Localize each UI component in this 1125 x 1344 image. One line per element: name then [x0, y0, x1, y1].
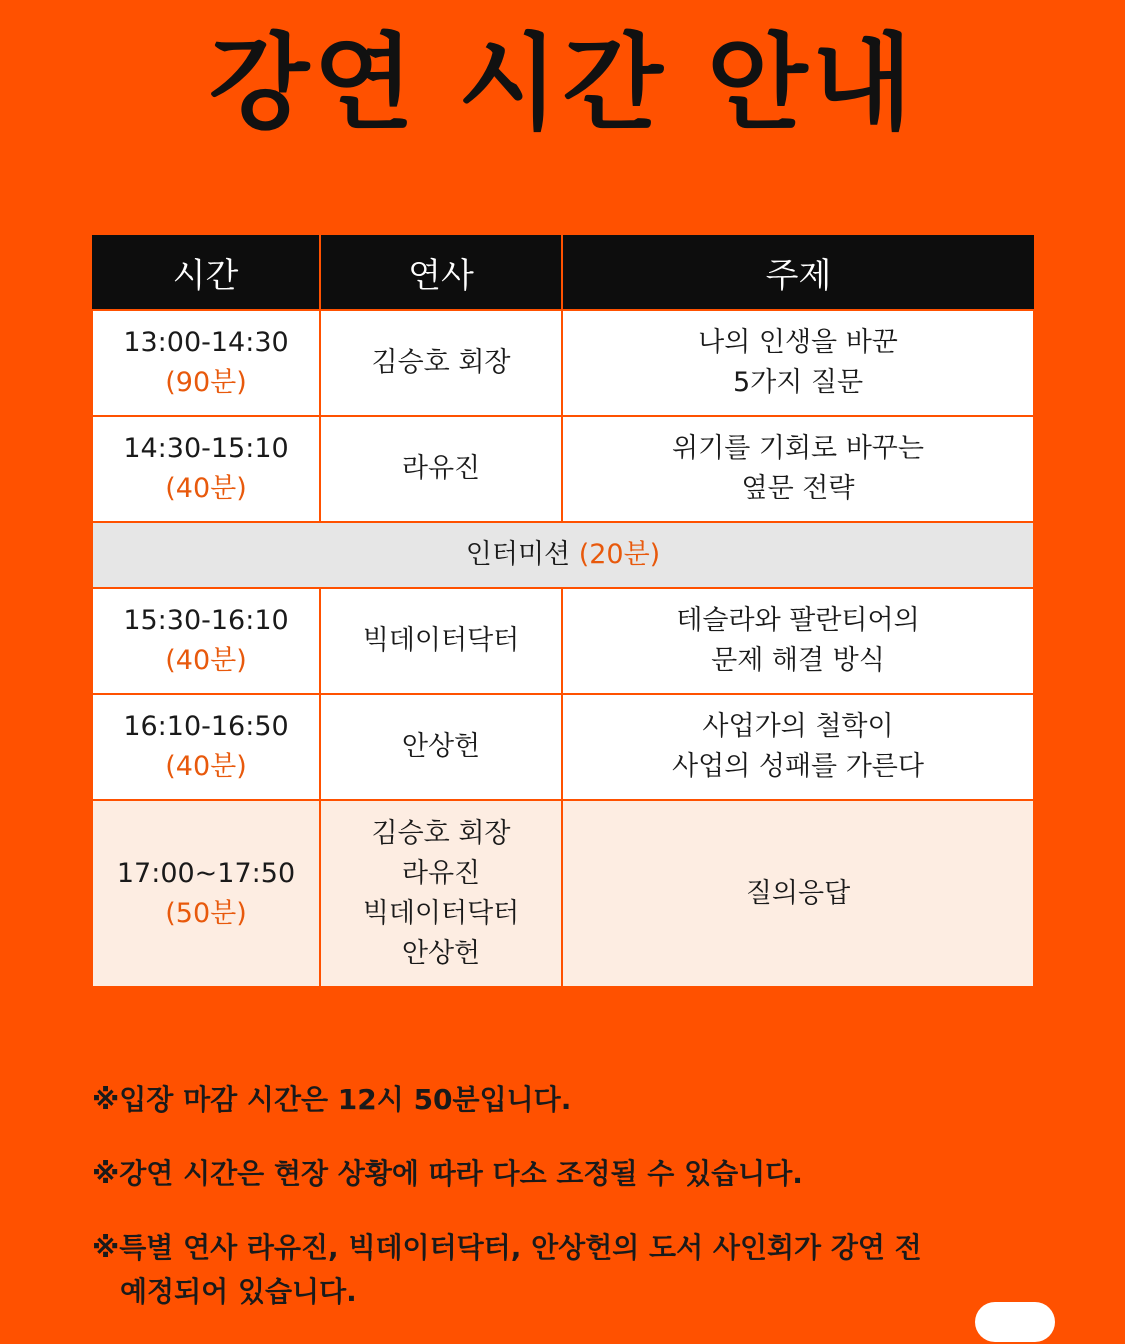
- header-time: 시간: [92, 235, 320, 310]
- time-range: 13:00-14:30: [123, 327, 289, 358]
- topic-line: 문제 해결 방식: [711, 645, 885, 676]
- duration: (40분): [165, 645, 247, 676]
- speaker-name: 라유진: [401, 453, 481, 484]
- topic-line: 나의 인생을 바꾼: [698, 327, 898, 358]
- table-row: [92, 588, 1034, 694]
- speaker-name: 안상헌: [401, 937, 481, 969]
- topic-cell: [562, 694, 1034, 800]
- speaker-cell: [320, 588, 562, 694]
- note-continuation: 예정되어 있습니다.: [120, 1275, 357, 1308]
- speaker-name: 빅데이터닥터: [362, 625, 520, 656]
- note-item: [92, 1078, 1085, 1122]
- notes-section: [92, 1078, 1085, 1344]
- note-text: ※입장 마감 시간은 12시 50분입니다.: [92, 1083, 572, 1116]
- speaker-cell: [320, 694, 562, 800]
- table-header-row: [92, 235, 1034, 310]
- topic-cell: [562, 416, 1034, 522]
- page-title: 강연 시간 안내: [208, 22, 917, 144]
- duration: (50분): [165, 897, 247, 929]
- time-cell: [92, 694, 320, 800]
- topic-line: 사업가의 철학이: [702, 711, 894, 742]
- speaker-cell: [320, 416, 562, 522]
- time-range: 15:30-16:10: [123, 605, 289, 636]
- time-range: 16:10-16:50: [123, 711, 289, 742]
- topic-line: 위기를 기회로 바꾸는: [672, 433, 924, 464]
- time-range: 14:30-15:10: [123, 433, 289, 464]
- table-row: [92, 694, 1034, 800]
- speaker-name: 김승호 회장: [371, 347, 511, 378]
- header-topic: 주제: [562, 235, 1034, 310]
- topic-cell: [562, 588, 1034, 694]
- duration: (40분): [165, 751, 247, 782]
- time-cell: [92, 588, 320, 694]
- note-item: [92, 1152, 1085, 1196]
- note-text: ※특별 연사 라유진, 빅데이터닥터, 안상헌의 도서 사인회가 강연 전: [92, 1231, 922, 1264]
- floating-button-edge[interactable]: [975, 1302, 1055, 1342]
- duration: (90분): [165, 367, 247, 398]
- intermission-row: [92, 522, 1034, 588]
- speaker-name: 라유진: [401, 857, 481, 889]
- intermission-duration: (20분): [578, 539, 661, 570]
- duration: (40분): [165, 473, 247, 504]
- note-item: [92, 1226, 1085, 1314]
- topic-line: 사업의 성패를 가른다: [672, 751, 924, 782]
- speaker-cell: [320, 310, 562, 416]
- qa-row: [92, 800, 1034, 987]
- note-text: ※강연 시간은 현장 상황에 따라 다소 조정될 수 있습니다.: [92, 1157, 803, 1190]
- speaker-name: 안상헌: [401, 731, 481, 762]
- speaker-cell: [320, 800, 562, 987]
- time-cell: [92, 416, 320, 522]
- time-range: 17:00~17:50: [116, 857, 296, 889]
- schedule-table: [91, 235, 1035, 988]
- header-speaker: 연사: [320, 235, 562, 310]
- table-row: [92, 310, 1034, 416]
- speaker-name: 김승호 회장: [371, 817, 511, 849]
- topic-line: 옆문 전략: [741, 473, 855, 504]
- topic-cell: [562, 800, 1034, 987]
- time-cell: [92, 800, 320, 987]
- topic-line: 테슬라와 팔란티어의: [676, 605, 920, 636]
- topic-line: 질의응답: [745, 877, 851, 909]
- table-row: [92, 416, 1034, 522]
- topic-line: 5가지 질문: [732, 367, 864, 398]
- topic-cell: [562, 310, 1034, 416]
- intermission-label: 인터미션: [465, 539, 571, 570]
- time-cell: [92, 310, 320, 416]
- intermission-cell: [92, 522, 1034, 588]
- speaker-name: 빅데이터닥터: [362, 897, 520, 929]
